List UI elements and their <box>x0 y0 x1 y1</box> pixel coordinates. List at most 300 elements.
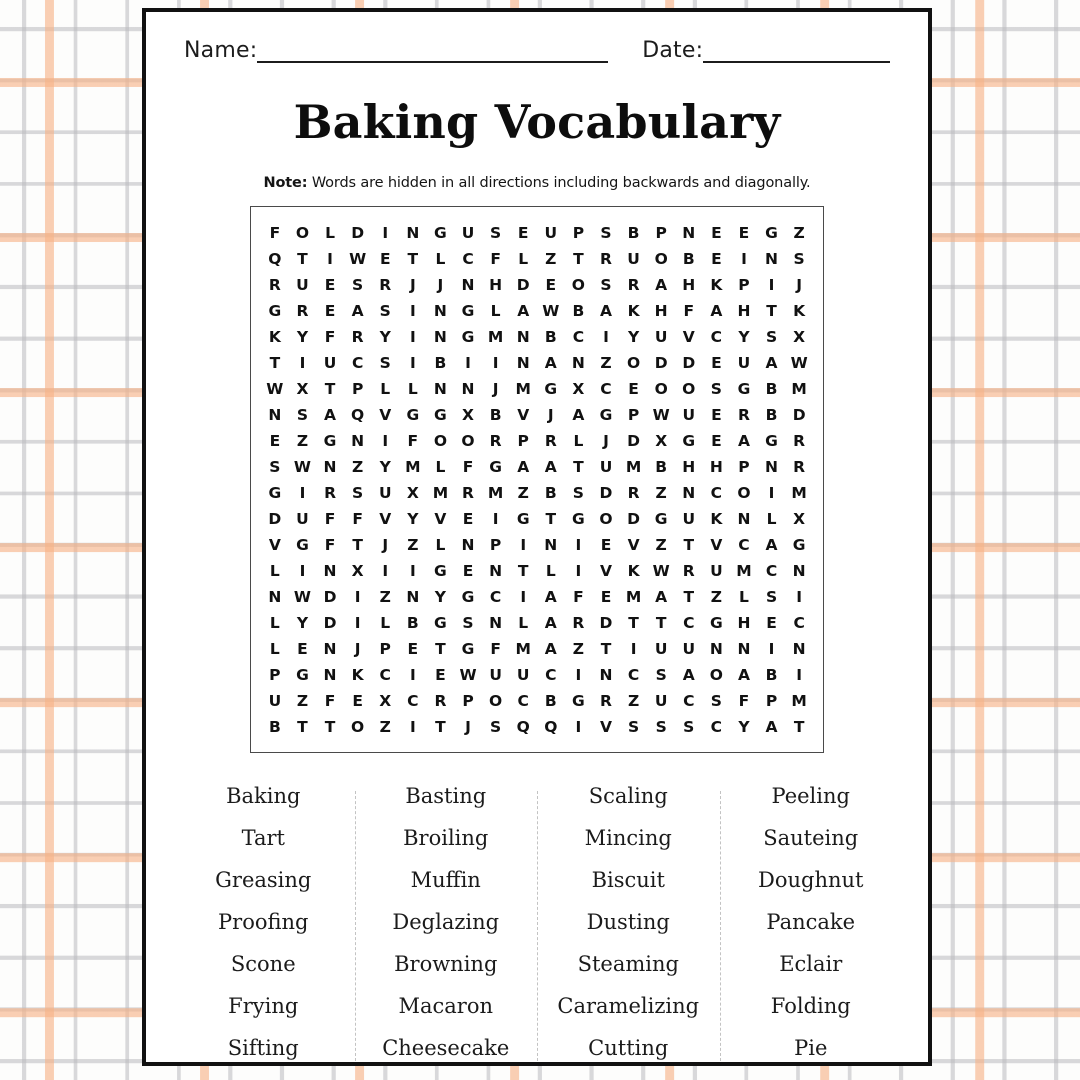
grid-cell[interactable]: S <box>490 224 502 242</box>
word-list-item[interactable]: Scone <box>230 952 296 976</box>
grid-cell[interactable]: E <box>407 640 419 658</box>
grid-cell[interactable]: I <box>492 354 499 372</box>
grid-cell[interactable]: N <box>433 302 447 320</box>
word-list-item[interactable]: Pie <box>794 1036 828 1060</box>
grid-cell[interactable]: G <box>461 328 475 346</box>
grid-cell[interactable]: C <box>710 718 723 736</box>
grid-cell[interactable]: I <box>299 562 306 580</box>
grid-cell[interactable]: V <box>379 510 392 528</box>
grid-cell[interactable]: U <box>682 510 696 528</box>
grid-cell[interactable]: R <box>379 276 392 294</box>
grid-cell[interactable]: G <box>434 614 447 632</box>
grid-cell[interactable]: T <box>324 380 336 398</box>
grid-cell[interactable]: R <box>627 276 640 294</box>
grid-cell[interactable]: F <box>269 224 281 242</box>
word-list-item[interactable]: Biscuit <box>591 868 665 892</box>
grid-cell[interactable]: V <box>599 718 612 736</box>
grid-cell[interactable]: R <box>793 432 806 450</box>
word-list-item[interactable]: Muffin <box>410 868 481 892</box>
grid-cell[interactable]: E <box>711 224 722 242</box>
grid-cell[interactable]: N <box>268 588 282 606</box>
grid-cell[interactable]: R <box>351 328 364 346</box>
grid-cell[interactable]: L <box>380 614 391 632</box>
grid-cell[interactable]: M <box>487 484 504 502</box>
grid-cell[interactable]: E <box>711 406 722 424</box>
word-list-item[interactable]: Deglazing <box>392 910 500 934</box>
grid-cell[interactable]: M <box>736 562 752 580</box>
grid-cell[interactable]: P <box>489 536 502 554</box>
word-list-item[interactable]: Peeling <box>771 784 850 808</box>
grid-cell[interactable]: C <box>710 328 723 346</box>
word-list-item[interactable]: Tart <box>241 826 285 850</box>
grid-cell[interactable]: A <box>544 588 557 606</box>
grid-cell[interactable]: N <box>323 666 337 684</box>
grid-cell[interactable]: I <box>409 302 416 320</box>
grid-cell[interactable]: K <box>710 276 723 294</box>
grid-cell[interactable]: Z <box>352 458 364 476</box>
grid-cell[interactable]: Q <box>544 718 558 736</box>
grid-cell[interactable]: I <box>520 536 527 554</box>
grid-cell[interactable]: C <box>517 692 529 710</box>
grid-cell[interactable]: X <box>572 380 585 398</box>
grid-cell[interactable]: E <box>297 640 308 658</box>
grid-cell[interactable]: H <box>489 276 503 294</box>
grid-cell[interactable]: A <box>351 302 364 320</box>
grid-cell[interactable]: N <box>737 510 751 528</box>
grid-cell[interactable]: A <box>655 588 668 606</box>
grid-cell[interactable]: T <box>628 614 639 632</box>
grid-cell[interactable]: W <box>266 380 284 398</box>
grid-cell[interactable]: S <box>379 354 391 372</box>
grid-cell[interactable]: U <box>378 484 392 502</box>
grid-cell[interactable]: J <box>409 276 416 294</box>
grid-cell[interactable]: E <box>462 562 474 580</box>
grid-cell[interactable]: I <box>492 510 499 528</box>
grid-cell[interactable]: H <box>682 276 696 294</box>
grid-cell[interactable]: M <box>515 380 531 398</box>
grid-cell[interactable]: N <box>765 250 779 268</box>
grid-cell[interactable]: Z <box>627 692 640 710</box>
word-list-item[interactable]: Broiling <box>403 826 489 850</box>
grid-cell[interactable]: W <box>349 250 367 268</box>
grid-cell[interactable]: Y <box>627 328 640 346</box>
grid-cell[interactable]: E <box>379 250 391 268</box>
grid-cell[interactable]: J <box>465 718 471 736</box>
grid-cell[interactable]: I <box>575 718 582 736</box>
grid-cell[interactable]: A <box>765 718 778 736</box>
grid-cell[interactable]: S <box>296 406 309 424</box>
grid-cell[interactable]: H <box>737 302 751 320</box>
grid-cell[interactable]: D <box>682 354 696 372</box>
grid-cell[interactable]: U <box>461 224 475 242</box>
grid-cell[interactable]: A <box>517 458 530 476</box>
grid-cell[interactable]: E <box>711 250 722 268</box>
grid-cell[interactable]: J <box>492 380 499 398</box>
grid-cell[interactable]: I <box>327 250 333 268</box>
grid-cell[interactable]: G <box>792 536 806 554</box>
grid-cell[interactable]: I <box>409 718 416 736</box>
grid-cell[interactable]: E <box>766 614 777 632</box>
word-list-item[interactable]: Basting <box>405 784 487 808</box>
grid-cell[interactable]: U <box>296 276 309 294</box>
grid-cell[interactable]: F <box>490 640 501 658</box>
grid-cell[interactable]: L <box>435 458 446 476</box>
grid-cell[interactable]: Z <box>379 588 391 606</box>
grid-cell[interactable]: M <box>625 588 642 606</box>
grid-cell[interactable]: L <box>380 380 391 398</box>
word-list-item[interactable]: Mincing <box>584 826 672 850</box>
grid-cell[interactable]: F <box>490 250 501 268</box>
grid-cell[interactable]: E <box>269 432 281 450</box>
grid-cell[interactable]: P <box>379 640 391 658</box>
grid-cell[interactable]: V <box>710 536 723 554</box>
grid-cell[interactable]: J <box>382 536 389 554</box>
grid-cell[interactable]: U <box>599 458 613 476</box>
grid-cell[interactable]: S <box>600 224 612 242</box>
grid-cell[interactable]: G <box>516 510 530 528</box>
grid-cell[interactable]: U <box>682 640 696 658</box>
grid-cell[interactable]: Z <box>379 718 391 736</box>
grid-cell[interactable]: A <box>544 354 557 372</box>
grid-cell[interactable]: M <box>791 380 807 398</box>
grid-cell[interactable]: M <box>515 640 531 658</box>
grid-cell[interactable]: F <box>573 588 584 606</box>
grid-cell[interactable]: P <box>572 224 585 242</box>
grid-cell[interactable]: O <box>433 432 448 450</box>
grid-cell[interactable]: L <box>435 536 446 554</box>
grid-cell[interactable]: U <box>682 406 696 424</box>
grid-cell[interactable]: I <box>382 224 389 242</box>
grid-cell[interactable]: C <box>572 328 585 346</box>
grid-cell[interactable]: T <box>683 536 695 554</box>
grid-cell[interactable]: F <box>352 510 363 528</box>
grid-cell[interactable]: T <box>407 250 419 268</box>
grid-cell[interactable]: L <box>518 250 529 268</box>
grid-cell[interactable]: N <box>792 562 806 580</box>
grid-cell[interactable]: R <box>572 614 585 632</box>
grid-cell[interactable]: X <box>655 432 668 450</box>
grid-cell[interactable]: Y <box>738 718 750 736</box>
word-list-item[interactable]: Cutting <box>588 1036 669 1060</box>
grid-cell[interactable]: I <box>741 250 747 268</box>
grid-cell[interactable]: O <box>709 666 723 684</box>
grid-cell[interactable]: B <box>572 302 585 320</box>
date-input-line[interactable] <box>703 41 890 63</box>
grid-cell[interactable]: S <box>462 614 474 632</box>
grid-cell[interactable]: C <box>683 614 695 632</box>
grid-cell[interactable]: R <box>296 302 309 320</box>
grid-cell[interactable]: K <box>710 510 723 528</box>
grid-cell[interactable]: T <box>573 458 584 476</box>
grid-cell[interactable]: N <box>792 640 806 658</box>
grid-cell[interactable]: R <box>544 432 557 450</box>
grid-cell[interactable]: T <box>545 510 557 528</box>
grid-cell[interactable]: B <box>544 484 557 502</box>
grid-cell[interactable]: I <box>354 588 361 606</box>
grid-cell[interactable]: W <box>542 302 560 320</box>
grid-cell[interactable]: M <box>625 458 642 476</box>
grid-cell[interactable]: D <box>627 510 641 528</box>
grid-cell[interactable]: E <box>600 588 612 606</box>
grid-cell[interactable]: X <box>406 484 419 502</box>
grid-cell[interactable]: U <box>489 666 502 684</box>
word-list-item[interactable]: Cheesecake <box>382 1036 510 1060</box>
grid-cell[interactable]: I <box>575 666 582 684</box>
grid-cell[interactable]: U <box>268 692 282 710</box>
grid-cell[interactable]: I <box>299 354 306 372</box>
grid-cell[interactable]: Y <box>434 588 447 606</box>
grid-cell[interactable]: S <box>572 484 584 502</box>
grid-cell[interactable]: J <box>437 276 444 294</box>
grid-cell[interactable]: V <box>682 328 695 346</box>
grid-cell[interactable]: C <box>545 666 557 684</box>
grid-cell[interactable]: T <box>297 250 308 268</box>
grid-cell[interactable]: N <box>433 380 447 398</box>
grid-cell[interactable]: J <box>354 640 361 658</box>
grid-cell[interactable]: W <box>790 354 808 372</box>
grid-cell[interactable]: I <box>382 432 389 450</box>
grid-cell[interactable]: W <box>652 562 670 580</box>
grid-cell[interactable]: Z <box>407 536 419 554</box>
grid-cell[interactable]: D <box>599 484 613 502</box>
grid-cell[interactable]: R <box>434 692 447 710</box>
grid-cell[interactable]: Z <box>296 432 309 450</box>
grid-cell[interactable]: H <box>709 458 723 476</box>
grid-cell[interactable]: X <box>793 510 806 528</box>
grid-cell[interactable]: W <box>293 588 311 606</box>
grid-cell[interactable]: I <box>630 640 637 658</box>
word-list-item[interactable]: Eclair <box>779 952 843 976</box>
grid-cell[interactable]: U <box>710 562 723 580</box>
grid-cell[interactable]: E <box>545 276 557 294</box>
grid-cell[interactable]: G <box>268 484 282 502</box>
grid-cell[interactable]: G <box>737 380 751 398</box>
grid-cell[interactable]: K <box>793 302 806 320</box>
grid-cell[interactable]: N <box>737 640 751 658</box>
grid-cell[interactable]: P <box>738 276 750 294</box>
grid-cell[interactable]: T <box>600 640 612 658</box>
grid-cell[interactable]: A <box>655 276 668 294</box>
grid-cell[interactable]: R <box>737 406 750 424</box>
grid-cell[interactable]: L <box>325 224 335 242</box>
grid-cell[interactable]: E <box>324 302 336 320</box>
grid-cell[interactable]: I <box>796 588 803 606</box>
grid-cell[interactable]: N <box>489 562 503 580</box>
word-list-item[interactable]: Greasing <box>215 868 312 892</box>
grid-cell[interactable]: R <box>462 484 474 502</box>
grid-cell[interactable]: N <box>709 640 723 658</box>
grid-cell[interactable]: G <box>461 302 475 320</box>
grid-cell[interactable]: I <box>409 562 416 580</box>
grid-cell[interactable]: L <box>407 380 418 398</box>
grid-cell[interactable]: N <box>351 432 365 450</box>
grid-cell[interactable]: N <box>323 458 337 476</box>
grid-cell[interactable]: O <box>571 276 585 294</box>
grid-cell[interactable]: E <box>517 224 529 242</box>
grid-cell[interactable]: U <box>654 692 668 710</box>
grid-cell[interactable]: G <box>461 588 475 606</box>
grid-cell[interactable]: D <box>599 614 613 632</box>
grid-cell[interactable]: N <box>682 484 696 502</box>
grid-cell[interactable]: G <box>654 510 668 528</box>
grid-cell[interactable]: C <box>379 666 391 684</box>
grid-cell[interactable]: F <box>324 328 336 346</box>
grid-cell[interactable]: R <box>627 484 640 502</box>
word-list-item[interactable]: Frying <box>228 994 299 1018</box>
grid-cell[interactable]: O <box>654 380 668 398</box>
grid-cell[interactable]: M <box>791 692 807 710</box>
grid-cell[interactable]: S <box>655 718 667 736</box>
grid-cell[interactable]: T <box>324 718 336 736</box>
grid-cell[interactable]: F <box>683 302 695 320</box>
grid-cell[interactable]: J <box>603 432 609 450</box>
grid-cell[interactable]: P <box>627 406 640 424</box>
grid-cell[interactable]: N <box>765 458 779 476</box>
grid-cell[interactable]: A <box>737 666 750 684</box>
grid-cell[interactable]: R <box>682 562 695 580</box>
word-list-item[interactable]: Pancake <box>766 910 856 934</box>
grid-cell[interactable]: M <box>791 484 807 502</box>
grid-cell[interactable]: G <box>323 432 337 450</box>
grid-cell[interactable]: T <box>352 536 363 554</box>
grid-cell[interactable]: T <box>435 718 446 736</box>
grid-cell[interactable]: S <box>379 302 391 320</box>
word-list-item[interactable]: Sifting <box>227 1036 299 1060</box>
grid-cell[interactable]: I <box>603 328 609 346</box>
word-list-item[interactable]: Baking <box>226 784 301 808</box>
grid-cell[interactable]: H <box>737 614 751 632</box>
grid-cell[interactable]: L <box>269 640 280 658</box>
grid-cell[interactable]: N <box>323 562 337 580</box>
grid-cell[interactable]: K <box>268 328 281 346</box>
grid-cell[interactable]: C <box>462 250 474 268</box>
grid-cell[interactable]: F <box>324 510 336 528</box>
grid-cell[interactable]: Z <box>600 354 612 372</box>
word-search-grid[interactable] <box>250 206 824 753</box>
grid-cell[interactable]: O <box>737 484 751 502</box>
grid-cell[interactable]: C <box>793 614 805 632</box>
grid-cell[interactable]: L <box>545 562 556 580</box>
grid-cell[interactable]: J <box>796 276 803 294</box>
grid-cell[interactable]: G <box>572 692 585 710</box>
grid-cell[interactable]: D <box>323 588 337 606</box>
grid-cell[interactable]: U <box>516 666 530 684</box>
grid-cell[interactable]: X <box>793 328 806 346</box>
grid-cell[interactable]: U <box>654 328 668 346</box>
grid-cell[interactable]: R <box>600 250 612 268</box>
grid-cell[interactable]: L <box>766 510 777 528</box>
grid-cell[interactable]: C <box>683 692 695 710</box>
grid-cell[interactable]: L <box>490 302 501 320</box>
word-list-item[interactable]: Steaming <box>577 952 679 976</box>
grid-cell[interactable]: S <box>352 276 364 294</box>
grid-cell[interactable]: E <box>435 666 446 684</box>
grid-cell[interactable]: D <box>627 432 641 450</box>
grid-cell[interactable]: R <box>600 692 612 710</box>
grid-cell[interactable]: Y <box>296 614 309 632</box>
grid-cell[interactable]: B <box>434 354 447 372</box>
grid-cell[interactable]: A <box>572 406 585 424</box>
word-list-item[interactable]: Macaron <box>398 994 493 1018</box>
grid-cell[interactable]: N <box>406 224 420 242</box>
grid-cell[interactable]: B <box>765 666 778 684</box>
grid-cell[interactable]: V <box>379 406 392 424</box>
grid-cell[interactable]: S <box>793 250 805 268</box>
grid-cell[interactable]: A <box>599 302 612 320</box>
word-list-item[interactable]: Proofing <box>218 910 309 934</box>
grid-cell[interactable]: L <box>269 562 280 580</box>
grid-cell[interactable]: T <box>766 302 777 320</box>
grid-cell[interactable]: P <box>765 692 778 710</box>
grid-cell[interactable]: I <box>465 354 471 372</box>
grid-cell[interactable]: P <box>462 692 474 710</box>
grid-cell[interactable]: T <box>573 250 584 268</box>
grid-cell[interactable]: N <box>544 536 558 554</box>
grid-cell[interactable]: E <box>711 354 722 372</box>
grid-cell[interactable]: F <box>324 536 336 554</box>
name-input-line[interactable] <box>257 41 608 63</box>
grid-cell[interactable]: M <box>487 328 504 346</box>
grid-cell[interactable]: D <box>654 354 668 372</box>
grid-cell[interactable]: U <box>323 354 337 372</box>
grid-cell[interactable]: N <box>516 328 530 346</box>
grid-cell[interactable]: P <box>517 432 529 450</box>
grid-cell[interactable]: N <box>489 614 503 632</box>
grid-cell[interactable]: H <box>654 302 668 320</box>
grid-cell[interactable]: B <box>682 250 695 268</box>
grid-cell[interactable]: B <box>268 718 281 736</box>
grid-cell[interactable]: Y <box>738 328 750 346</box>
grid-cell[interactable]: A <box>682 666 695 684</box>
grid-cell[interactable]: O <box>351 718 365 736</box>
grid-cell[interactable]: P <box>351 380 364 398</box>
grid-cell[interactable]: D <box>268 510 282 528</box>
grid-cell[interactable]: X <box>351 562 364 580</box>
grid-cell[interactable]: R <box>268 276 281 294</box>
grid-cell[interactable]: S <box>627 718 640 736</box>
grid-cell[interactable]: A <box>765 536 778 554</box>
grid-cell[interactable]: V <box>627 536 640 554</box>
grid-cell[interactable]: K <box>351 666 364 684</box>
grid-cell[interactable]: I <box>768 484 775 502</box>
word-list-item[interactable]: Sauteing <box>763 826 859 850</box>
grid-cell[interactable]: I <box>409 666 416 684</box>
word-list-item[interactable]: Doughnut <box>758 868 864 892</box>
grid-cell[interactable]: S <box>600 276 612 294</box>
grid-cell[interactable]: C <box>627 666 640 684</box>
grid-cell[interactable]: C <box>351 354 364 372</box>
grid-cell[interactable]: G <box>296 666 309 684</box>
grid-cell[interactable]: K <box>627 302 640 320</box>
grid-cell[interactable]: O <box>682 380 696 398</box>
grid-cell[interactable]: M <box>432 484 449 502</box>
grid-cell[interactable]: A <box>710 302 723 320</box>
grid-cell[interactable]: N <box>516 354 530 372</box>
grid-cell[interactable]: U <box>296 510 309 528</box>
grid-cell[interactable]: L <box>269 614 280 632</box>
grid-cell[interactable]: Q <box>516 718 530 736</box>
grid-cell[interactable]: D <box>351 224 365 242</box>
grid-cell[interactable]: U <box>627 250 640 268</box>
grid-cell[interactable]: S <box>765 588 778 606</box>
grid-cell[interactable]: D <box>792 406 806 424</box>
grid-cell[interactable]: N <box>406 588 420 606</box>
grid-cell[interactable]: I <box>768 640 775 658</box>
grid-cell[interactable]: N <box>682 224 696 242</box>
grid-cell[interactable]: I <box>409 354 416 372</box>
grid-cell[interactable]: Q <box>268 250 282 268</box>
grid-cell[interactable]: E <box>600 536 612 554</box>
